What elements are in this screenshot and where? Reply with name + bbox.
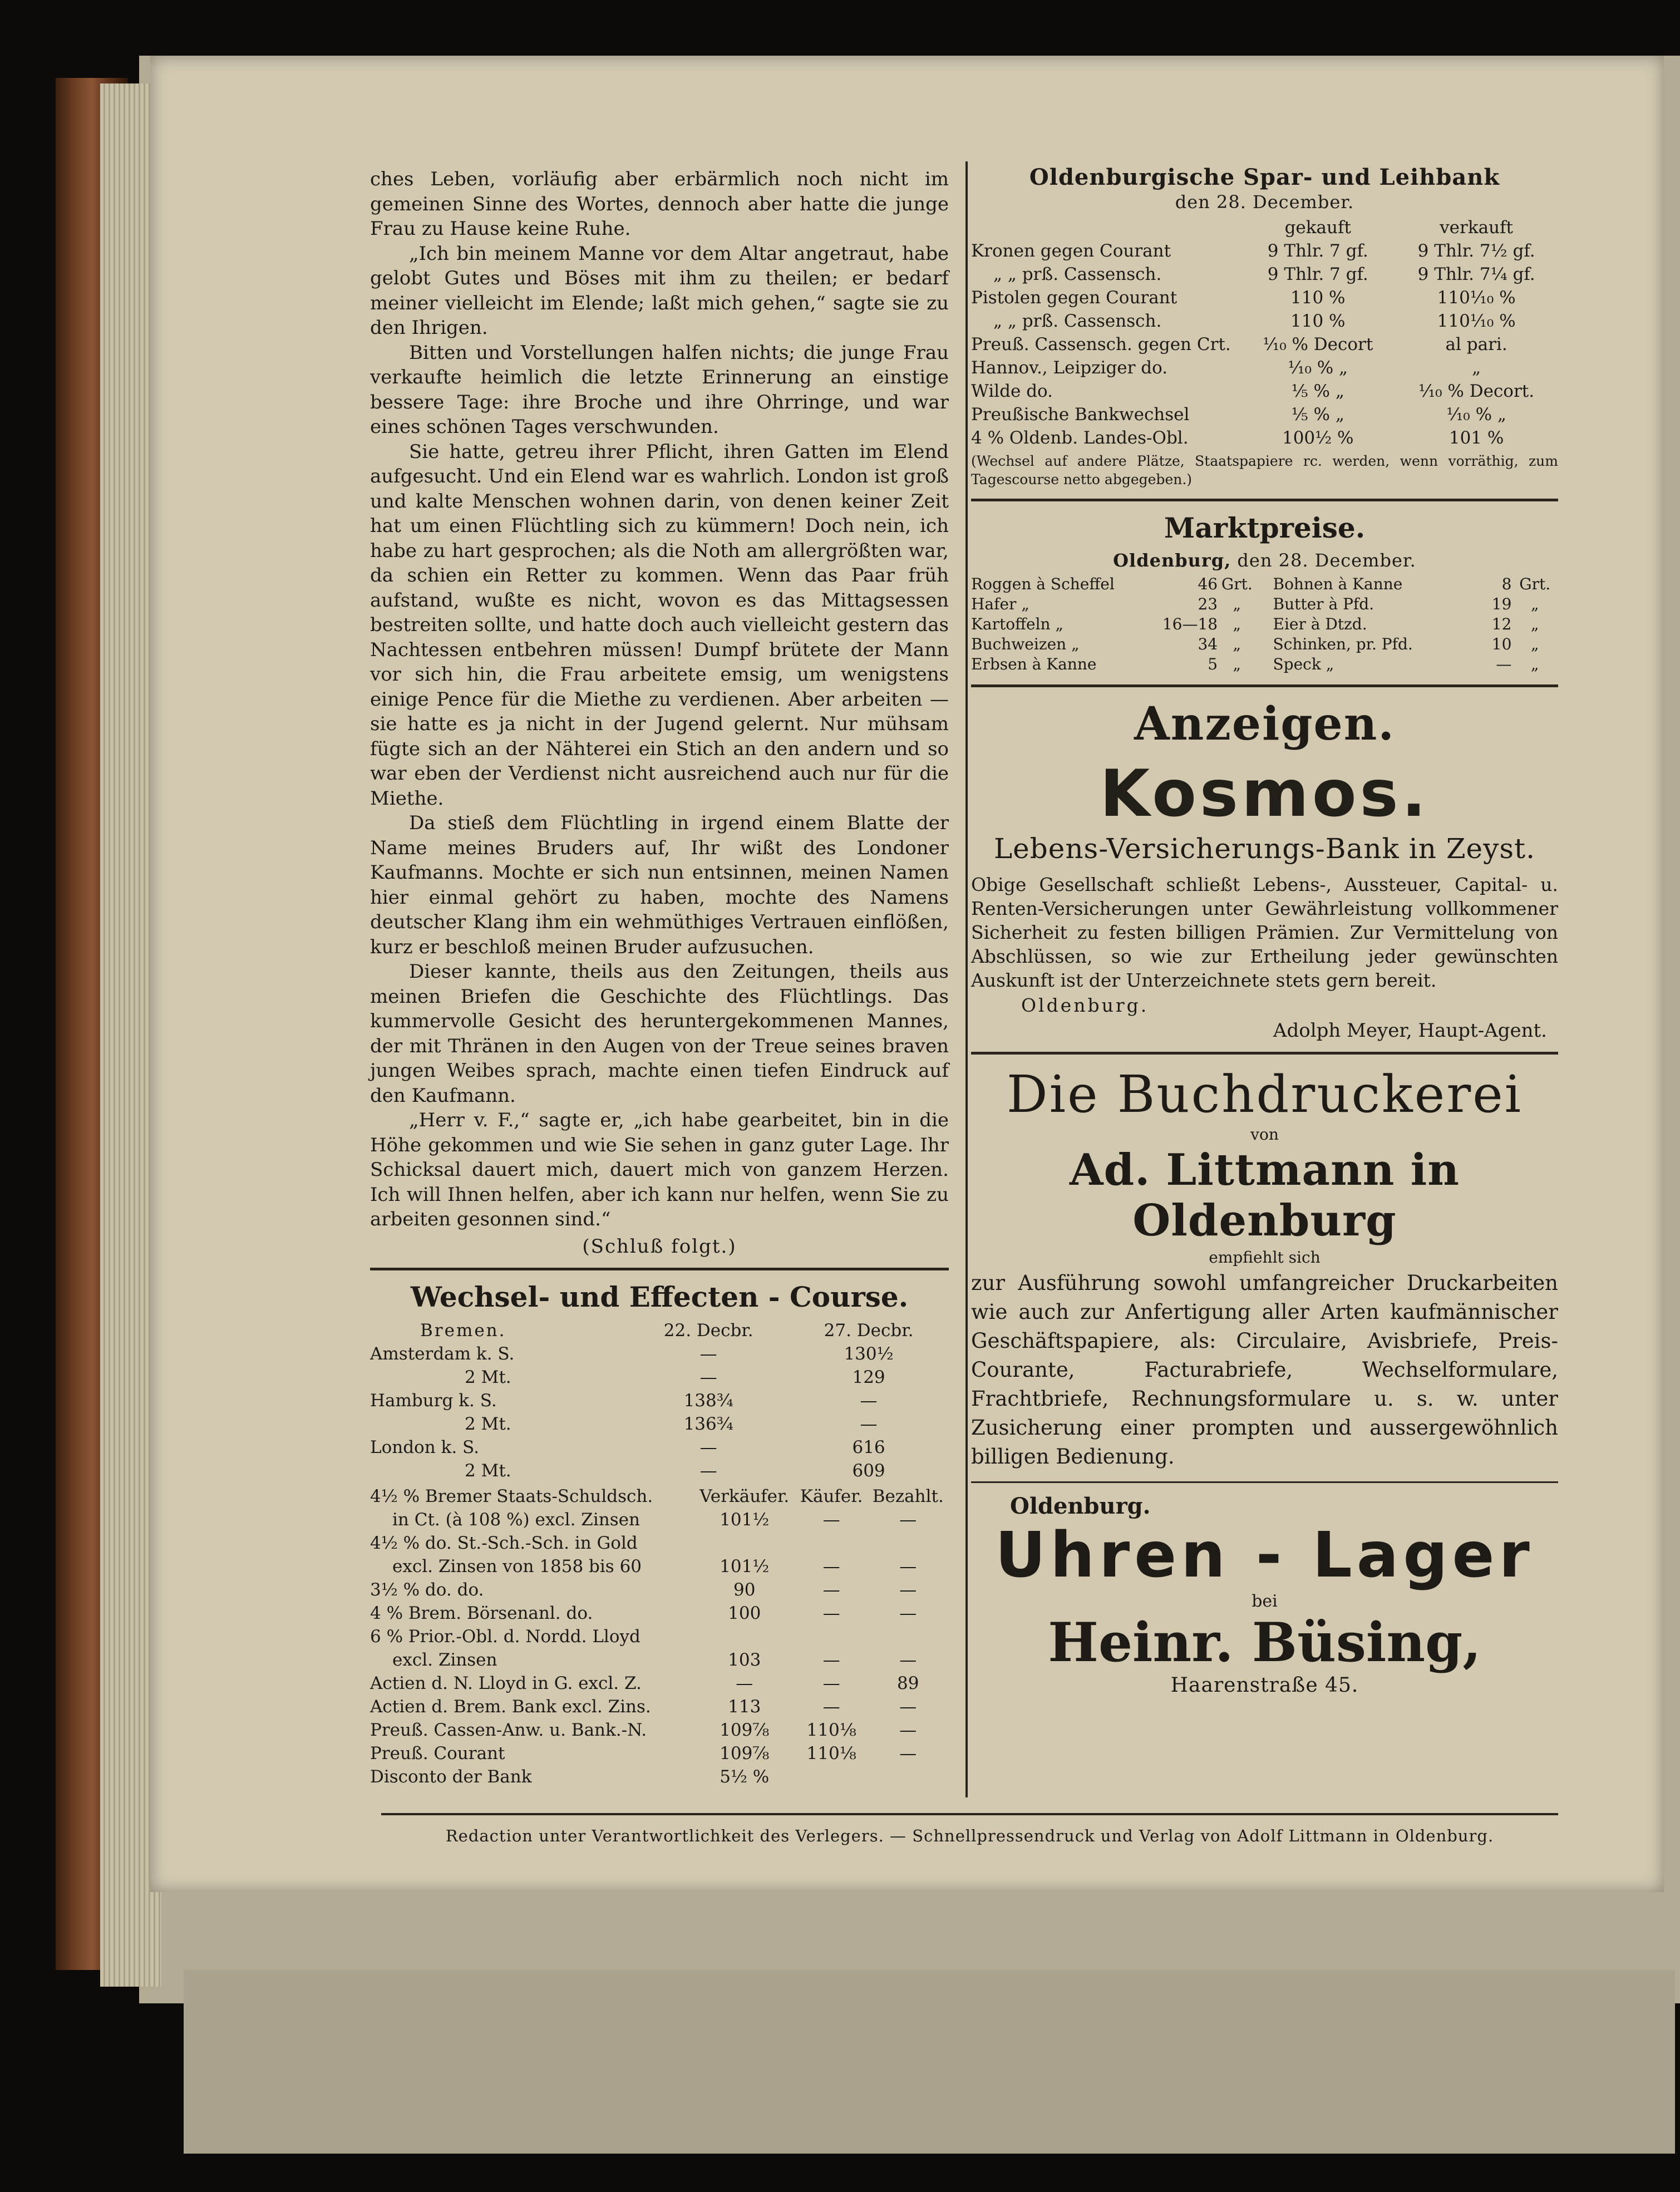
markt-item: Erbsen à Kanne [971,655,1097,673]
kosmos-text: Obige Gesellschaft schließt Lebens-, Aussteuer, Capital- u. Renten-Versicherungen unter Gewährleistung vollkommener Sicherheit zu festen billigen Prämien. Zur Vermittelung von Abschlüssen, so wie zur Ertheilung jeder gewünschten Auskunft ist der Unterzeichnete stets gern bereit. [971,874,1558,991]
markt-price: 12 [1491,615,1512,633]
markt-item: Speck „ [1273,655,1334,673]
markt-price: 19 [1491,595,1512,613]
wechsel-row-value: 136¾ [683,1413,733,1434]
wechsel-row-value: — [699,1460,717,1481]
bank-header-sold: verkauft [1440,218,1514,238]
markt-unit: „ [1233,595,1241,613]
article-paragraph: „Herr v. F.,“ sagte er, „ich habe gearbeitet, bin in die Höhe gekommen und wie Sie sehen in ganz guter Lage. Ihr Schicksal dauert mich, dauert mich von ganzem Herzen. Ich will Ihnen helfen, aber ich kann nur helfen, wenn Sie zu arbeiten gesonnen sind.“ [370,1109,949,1230]
wechsel-header-place: Bremen. [420,1320,506,1341]
markt-price: 10 [1491,635,1512,653]
bank-row-sold: ⅟₁₀ % „ [1446,405,1506,425]
bank-row-label: „ „ prß. Cassensch. [993,264,1162,284]
wechsel-row-value: 616 [852,1437,885,1457]
bank-row-sold: ⅟₁₀ % Decort. [1418,381,1535,401]
staats-row-value: — [822,1649,840,1670]
markt-tables [971,574,1558,674]
kosmos-subtitle: Lebens-Versicherungs-Bank in Zeyst. [993,833,1536,865]
bank-row-sold: 110⅟₁₀ % [1437,311,1516,331]
markt-price: 5 [1208,655,1218,673]
staats-row-value: — [822,1509,840,1530]
markt-price: 16—18 [1162,615,1218,633]
wechsel-header-date1: 22. Decbr. [663,1320,753,1341]
buchdruckerei-text: zur Ausführung sowohl umfangreicher Druckarbeiten wie auch zur Anfertigung aller Arten kaufmännischer Geschäftspapiere, als: Circulaire, Avisbriefe, Preis-Courante, Facturabriefe, Wechselformulare, Frachtbriefe, Rechnungsformulare u. s. w. unter Zusicherung einer prompten und aussergewöhnlich billigen Bedienung. [971,1271,1558,1469]
markt-item: Eier à Dtzd. [1273,615,1367,633]
article-paragraph: „Ich bin meinem Manne vor dem Altar angetraut, habe gelobt Gutes und Böses mit ihm zu theilen; er bedarf meiner vielleicht im Elende; laßt mich gehen,“ sagte sie zu den Ihrigen. [370,242,949,339]
markt-right-table [1273,574,1559,674]
buchdruckerei-name: Ad. Littmann in Oldenburg [1070,1145,1460,1246]
article-paragraph: ches Leben, vorläufig aber erbärmlich noch nicht im gemeinen Sinne des Wortes, dennoch aber hatte die junge Frau zu Hause keine Ruhe. [370,168,949,240]
wechsel-row-value: — [860,1413,878,1434]
bank-row-bought: 9 Thlr. 7 gf. [1267,241,1368,261]
bank-row-bought: ⅟₁₀ % Decort [1263,334,1373,354]
section-divider [370,1268,949,1270]
uhren-place: Oldenburg. [1010,1493,1151,1519]
imprint-footer: Redaction unter Verantwortlichkeit des Verlegers. — Schnellpressendruck und Verlag von Adolf Littmann in Oldenburg. [445,1826,1494,1845]
staats-row-label: Actien d. Brem. Bank excl. Zins. [370,1696,651,1717]
buchdruckerei-title: Die Buchdruckerei [1006,1065,1523,1124]
bank-note: (Wechsel auf andere Plätze, Staatspapiere rc. werden, wenn vorräthig, zum Tagescourse netto abgegeben.) [971,453,1558,487]
kosmos-agent: Adolph Meyer, Haupt-Agent. [1273,1019,1547,1042]
staats-row-value: — [899,1743,917,1764]
wechsel-row-label: London k. S. [370,1437,480,1457]
staats-row-value: 101½ [720,1509,770,1530]
staats-row-value: — [899,1579,917,1600]
markt-unit: „ [1233,655,1241,673]
kosmos-title: Kosmos. [1100,756,1430,831]
wechsel-row-value: — [699,1343,717,1364]
markt-unit: „ [1530,595,1539,613]
markt-price: 34 [1198,635,1218,653]
bank-row-label: Pistolen gegen Courant [971,288,1178,308]
staats-row-value: — [899,1509,917,1530]
bank-title: Oldenburgische Spar- und Leihbank [1029,164,1500,190]
staats-row-value: 113 [728,1696,761,1717]
staats-row-label: excl. Zinsen von 1858 bis 60 [392,1556,642,1577]
staats-row-value [868,1531,949,1555]
bank-table [971,216,1558,450]
bank-header-blank [971,216,1241,239]
wechsel-row-value: — [860,1390,878,1411]
uhren-name: Heinr. Büsing, [1048,1611,1481,1674]
bank-row-bought: 9 Thlr. 7 gf. [1267,264,1368,284]
staats-row-value: 109⅞ [720,1720,770,1740]
staats-row-value [868,1765,949,1789]
markt-item: Roggen à Scheffel [971,575,1115,593]
staats-row-label: excl. Zinsen [392,1649,497,1670]
bank-row-label: Preuß. Cassensch. gegen Crt. [971,334,1231,354]
markt-item: Kartoffeln „ [971,615,1063,633]
staats-row-value: — [899,1720,917,1740]
section-divider [971,684,1558,687]
staats-row-label: 3½ % do. do. [370,1579,484,1600]
section-divider [971,1481,1558,1483]
markt-price: 8 [1501,575,1512,593]
staats-row-value: 103 [728,1649,761,1670]
markt-date-text: den 28. December. [1237,550,1416,571]
markt-price: 46 [1198,575,1218,593]
bank-row-sold: 9 Thlr. 7¼ gf. [1417,264,1535,284]
markt-unit: „ [1233,635,1241,653]
staats-row-value: — [899,1556,917,1577]
markt-date [971,550,1558,571]
markt-unit: „ [1530,635,1539,653]
markt-item: Hafer „ [971,595,1029,613]
bank-row-bought: 110 % [1290,311,1346,331]
markt-price: — [1496,655,1512,673]
markt-unit: „ [1530,615,1539,633]
markt-price: 23 [1198,595,1218,613]
markt-title: Marktpreise. [1164,511,1366,544]
footer-divider [381,1813,1558,1815]
bank-row-label: 4 % Oldenb. Landes-Obl. [971,428,1189,448]
wechsel-row-value: — [699,1437,717,1457]
bank-row-bought: ⅟₁₀ % „ [1288,358,1348,378]
section-divider [971,499,1558,501]
bank-row-label: „ „ prß. Cassensch. [993,311,1162,331]
bank-header-bought: gekauft [1284,218,1351,238]
bank-row-sold: 9 Thlr. 7½ gf. [1417,241,1535,261]
staats-row-value: 90 [733,1579,756,1600]
bank-row-label: Kronen gegen Courant [971,241,1171,261]
article-paragraph: Da stieß dem Flüchtling in irgend einem Blatte der Name meines Bruders auf, Ihr wißt des Londoner Kaufmanns. Mochte er sich nun entsinnen, meinen Namen hier einmal gehört zu haben, mochte des Namens deutscher Klang ihm ein wehmüthiges Vertrauen einflößen, kurz er beschloß meinen Bruder aufzusuchen. [370,812,949,958]
bank-row-label: Hannov., Leipziger do. [971,358,1168,378]
markt-unit: „ [1233,615,1241,633]
wechsel-row-value: 609 [852,1460,885,1481]
buchdruckerei-empfiehlt: empfiehlt sich [1209,1248,1321,1267]
staats-row-value: — [822,1556,840,1577]
lower-page-strip [184,1970,1675,2154]
staats-row-label: 4 % Brem. Börsenanl. do. [370,1603,593,1623]
staats-header-seller: Verkäufer. [699,1486,790,1506]
staats-row-label: Preuß. Courant [370,1743,505,1764]
buchdruckerei-von: von [1250,1125,1279,1144]
staats-row-label: Disconto der Bank [370,1766,532,1787]
staats-row-value: 89 [897,1673,919,1693]
wechsel-row-value: 138¾ [683,1390,733,1411]
bank-row-bought: 110 % [1290,288,1346,308]
wechsel-row-label: 2 Mt. [465,1460,511,1481]
staats-row-value: — [899,1696,917,1717]
wechsel-table [370,1319,949,1482]
bank-row-label: Wilde do. [971,381,1053,401]
kosmos-place: Oldenburg. [1021,994,1149,1016]
right-column [971,164,1558,1697]
staats-row-label: Preuß. Cassen-Anw. u. Bank.-N. [370,1720,647,1740]
markt-unit: Grt. [1519,575,1551,593]
bank-row-label: Preußische Bankwechsel [971,405,1190,425]
staats-row-value [693,1625,796,1648]
uhren-title: Uhren - Lager [995,1519,1534,1592]
markt-left-table [971,574,1257,674]
wechsel-row-label: 2 Mt. [465,1413,511,1434]
bank-row-bought: ⅕ % „ [1291,381,1344,401]
bank-row-sold: „ [1472,358,1481,378]
staats-row-value [693,1531,796,1555]
uhren-bei: bei [1252,1592,1278,1611]
article-paragraph: Bitten und Vorstellungen halfen nichts; die junge Frau verkaufte heimlich die letzte Erinnerung an einstige bessere Tage: ihre Broche und ihre Ohrringe, und war eines schönen Tages verschwunden. [370,341,949,438]
staats-row-value: — [822,1673,840,1693]
bank-row-bought: ⅕ % „ [1291,405,1344,425]
bank-row-sold: al pari. [1445,334,1507,354]
wechsel-row-label: Hamburg k. S. [370,1390,497,1411]
markt-item: Bohnen à Kanne [1273,575,1403,593]
markt-unit: Grt. [1221,575,1253,593]
staats-row-value: — [899,1603,917,1623]
staatspapiere-table [370,1485,949,1789]
markt-item: Buchweizen „ [971,635,1080,653]
anzeigen-title: Anzeigen. [1134,697,1395,751]
wechsel-row-value: 130½ [844,1343,894,1364]
wechsel-row-value: — [699,1367,717,1387]
staats-row-value: — [822,1579,840,1600]
wechsel-row-label: Amsterdam k. S. [370,1343,515,1364]
staats-row-label: in Ct. (à 108 %) excl. Zinsen [392,1509,640,1530]
wechsel-row-label: 2 Mt. [465,1367,511,1387]
staats-row-value [796,1765,868,1789]
staats-row-value [796,1625,868,1648]
bank-row-bought: 100½ % [1282,428,1354,448]
staats-row-value: 100 [728,1603,761,1623]
staats-row-value: 101½ [720,1556,770,1577]
markt-item: Schinken, pr. Pfd. [1273,635,1413,653]
uhren-street: Haarenstraße 45. [1170,1674,1359,1697]
markt-date-place: Oldenburg, [1113,550,1231,571]
section-divider [971,1052,1558,1055]
staats-row-value [796,1531,868,1555]
bank-date: den 28. December. [1175,191,1354,213]
staats-header-label: 4½ % Bremer Staats-Schuldsch. [370,1486,653,1506]
article-paragraph: Sie hatte, getreu ihrer Pflicht, ihren Gatten im Elend aufgesucht. Und ein Elend war es wahrlich. London ist groß und kalte Menschen wohnen darin, von denen keiner Zeit hat um einen Flüchtling sich zu kümmern! Doch nein, ich habe zu hart gesprochen; als die Noth am allergrößten war, da schien ein Retter zu kommen. Wenn das Paar früh aufstand, wußte es nicht, wovon es das Mittagsessen bestreiten sollte, und hatte doch auch vielleicht gestern das Nachtessen entbehren müssen! Dumpf brütete der Mann vor sich hin, die Frau arbeitete emsig, um wenigstens einige Pence für die Miethe zu verdienen. Aber arbeiten — sie hatte es ja nicht in der Jugend gelernt. Nur mühsam fügte sich an der Nähterei ein Stich an den andern und so war eben der Verdienst nicht ausreichend auch nur für die Miethe. [370,440,949,810]
wechsel-header-date2: 27. Decbr. [824,1320,914,1341]
staats-row-value [868,1625,949,1648]
staats-row-value: — [822,1603,840,1623]
staats-row-value: — [822,1696,840,1717]
staats-row-label: Actien d. N. Lloyd in G. excl. Z. [370,1673,642,1693]
staats-header-paid: Bezahlt. [872,1486,944,1506]
staats-row-value: 5½ % [720,1766,770,1787]
staats-row-value: — [899,1649,917,1670]
bank-row-sold: 101 % [1449,428,1504,448]
staats-row-label: 4½ % do. St.-Sch.-Sch. in Gold [370,1533,638,1553]
staats-header-buyer: Käufer. [800,1486,863,1506]
staats-row-value: 109⅞ [720,1743,770,1764]
column-divider [965,161,968,1797]
markt-item: Butter à Pfd. [1273,595,1374,613]
wechsel-title: Wechsel- und Effecten - Course. [410,1280,909,1313]
staats-row-value: — [736,1673,753,1693]
conclusion-note: (Schluß folgt.) [582,1235,737,1258]
markt-unit: „ [1530,655,1539,673]
staats-row-value: 110⅛ [806,1720,856,1740]
bank-row-sold: 110⅟₁₀ % [1437,288,1516,308]
wechsel-row-value: 129 [852,1367,885,1387]
staats-row-label: 6 % Prior.-Obl. d. Nordd. Lloyd [370,1626,641,1647]
left-column [370,167,949,1789]
article-paragraph: Dieser kannte, theils aus den Zeitungen, theils aus meinen Briefen die Geschichte des Flüchtlings. Das kummervolle Gesicht des heruntergekommenen Mannes, der mit Thränen in den Augen von der Treue seines braven jungen Weibes sprach, machte einen tiefen Eindruck auf den Kaufmann. [370,960,949,1107]
staats-row-value: 110⅛ [806,1743,856,1764]
